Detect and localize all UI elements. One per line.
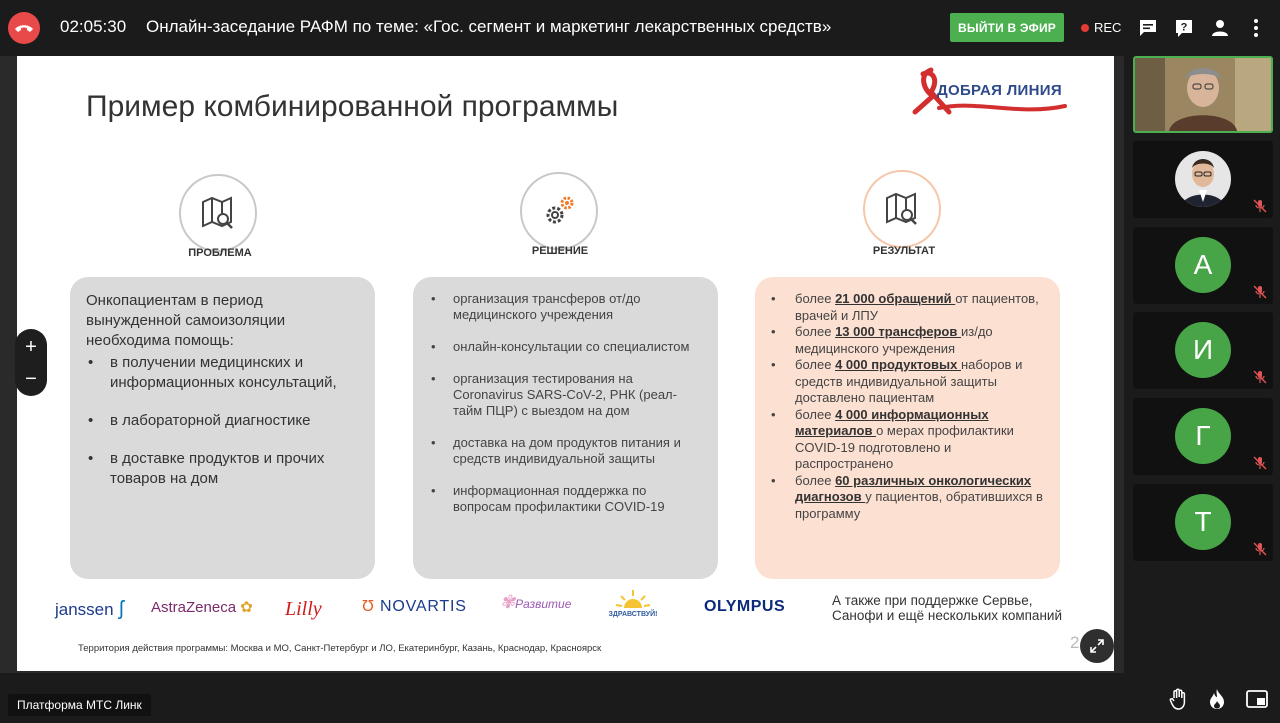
participant-tile[interactable] xyxy=(1133,141,1273,218)
list-item: • организация тестирования на Coronavirus SARS-CoV-2, РНК (реал-тайм ПЦР) с выездом на дом xyxy=(453,371,704,419)
zoom-controls xyxy=(15,329,47,396)
problem-icon-circle xyxy=(179,174,257,252)
phone-hangup-icon xyxy=(14,22,34,34)
participant-tile[interactable] xyxy=(1133,312,1273,389)
map-search-icon xyxy=(884,191,920,227)
map-search-icon xyxy=(200,195,236,231)
slide-title: Пример комбинированной программы xyxy=(86,90,619,123)
list-item: • онлайн-консультации со специалистом xyxy=(453,339,704,355)
chat-button[interactable] xyxy=(1136,16,1160,40)
meeting-title: Онлайн-заседание РАФМ по теме: «Гос. сегмент и маркетинг лекарственных средств» xyxy=(146,17,832,36)
astrazeneca-logo: AstraZeneca ✿ xyxy=(151,599,253,616)
avatar: А xyxy=(1175,237,1231,293)
list-item: • более 4 000 продуктовых наборов и средств индивидуальной защиты доставлено пациентам xyxy=(795,357,1046,407)
raise-hand-icon xyxy=(1169,688,1189,710)
mic-off-icon xyxy=(1253,285,1267,299)
mic-off-icon xyxy=(1253,199,1267,213)
avatar: И xyxy=(1175,322,1231,378)
record-dot-icon xyxy=(1081,24,1089,32)
problem-card xyxy=(70,277,375,579)
gears-icon xyxy=(541,193,577,229)
person-icon xyxy=(1210,18,1230,38)
janssen-logo: janssen ʃ xyxy=(55,598,124,620)
result-icon-circle xyxy=(863,170,941,248)
olympus-logo: OLYMPUS xyxy=(704,598,786,615)
solution-icon-circle xyxy=(520,172,598,250)
list-item: • в доставке продуктов и прочих товаров на дом xyxy=(110,449,359,489)
presentation-slide xyxy=(17,56,1114,671)
razvitie-logo: ✾Развитие xyxy=(500,592,572,612)
more-vertical-icon xyxy=(1253,18,1259,38)
presentation-stage xyxy=(0,56,1124,673)
list-item: • доставка на дом продуктов питания и средств индивидуальной защиты xyxy=(453,435,704,467)
problem-list xyxy=(86,353,359,489)
mic-off-icon xyxy=(1253,370,1267,384)
list-item: • организация трансферов от/до медицинского учреждения xyxy=(453,291,704,323)
participant-tile[interactable] xyxy=(1133,484,1273,561)
end-call-button[interactable] xyxy=(8,12,40,44)
fullscreen-button[interactable] xyxy=(1080,629,1114,663)
mic-off-icon xyxy=(1253,456,1267,470)
picture-in-picture-button[interactable] xyxy=(1244,686,1270,712)
list-item: • в получении медицинских и информационных консультаций, xyxy=(110,353,359,393)
mic-off-icon xyxy=(1253,542,1267,556)
rec-label: REC xyxy=(1094,20,1122,35)
list-item: • информационная поддержка по вопросам профилактики COVID-19 xyxy=(453,483,704,515)
support-text: А также при поддержке Сервье, Санофи и ещё нескольких компаний xyxy=(832,593,1062,623)
solution-card xyxy=(413,277,718,579)
problem-intro: Онкопациентам в период вынужденной самоизоляции необходима помощь: xyxy=(86,292,286,349)
participant-tile[interactable] xyxy=(1133,227,1273,304)
help-button[interactable] xyxy=(1172,16,1196,40)
avatar: Т xyxy=(1175,494,1231,550)
chat-icon xyxy=(1138,18,1158,38)
novartis-logo: Ʊ NOVARTIS xyxy=(362,598,467,615)
avatar-photo xyxy=(1174,150,1232,208)
logo-text: ДОБРАЯ ЛИНИЯ xyxy=(937,82,1062,99)
territory-text: Территория действия программы: Москва и МО, Санкт-Петербург и ЛО, Екатеринбург, Казань, Краснодар, Красноярск xyxy=(78,643,602,654)
list-item: • более 4 000 информационных материалов о мерах профилактики COVID-19 подготовлено и распространено xyxy=(795,407,1046,473)
result-list xyxy=(769,291,1046,522)
svg-text:?: ? xyxy=(1180,21,1188,34)
solution-list xyxy=(427,291,704,515)
result-card xyxy=(755,277,1060,579)
column-label-result: РЕЗУЛЬТАТ xyxy=(872,245,936,257)
go-live-button[interactable]: ВЫЙТИ В ЭФИР xyxy=(950,13,1064,42)
lilly-logo: Lilly xyxy=(285,598,322,620)
call-timer: 02:05:30 xyxy=(60,17,127,36)
reactions-button[interactable] xyxy=(1204,686,1230,712)
dobraya-liniya-logo xyxy=(909,64,1069,124)
platform-badge: Платформа МТС Линк xyxy=(8,694,151,716)
raise-hand-button[interactable] xyxy=(1166,686,1192,712)
question-icon xyxy=(1174,18,1194,38)
avatar: Г xyxy=(1175,408,1231,464)
zoom-out-button[interactable]: − xyxy=(25,367,37,390)
column-label-problem: ПРОБЛЕМА xyxy=(188,247,252,259)
slide-page-number: 2 xyxy=(1070,633,1080,652)
zoom-in-button[interactable]: + xyxy=(25,335,37,358)
zdravstvui-logo: ЗДРАВСТВУЙ! xyxy=(605,588,661,618)
recording-indicator xyxy=(1081,20,1121,35)
flame-icon xyxy=(1208,688,1226,710)
list-item: • в лабораторной диагностике xyxy=(110,411,359,431)
column-label-solution: РЕШЕНИЕ xyxy=(531,245,589,257)
top-bar xyxy=(0,0,1280,56)
list-item: • более 60 различных онкологических диагнозов у пациентов, обратившихся в программу xyxy=(795,473,1046,523)
list-item: • более 21 000 обращений от пациентов, врачей и ЛПУ xyxy=(795,291,1046,324)
list-item: • более 13 000 трансферов из/до медицинского учреждения xyxy=(795,324,1046,357)
expand-icon xyxy=(1089,638,1105,654)
participant-tile[interactable] xyxy=(1133,398,1273,475)
pip-icon xyxy=(1246,690,1268,708)
participant-tile-speaker[interactable] xyxy=(1133,56,1273,133)
speaker-video xyxy=(1135,58,1271,131)
participants-button[interactable] xyxy=(1208,16,1232,40)
more-menu-button[interactable] xyxy=(1244,16,1268,40)
sun-icon xyxy=(613,588,653,608)
